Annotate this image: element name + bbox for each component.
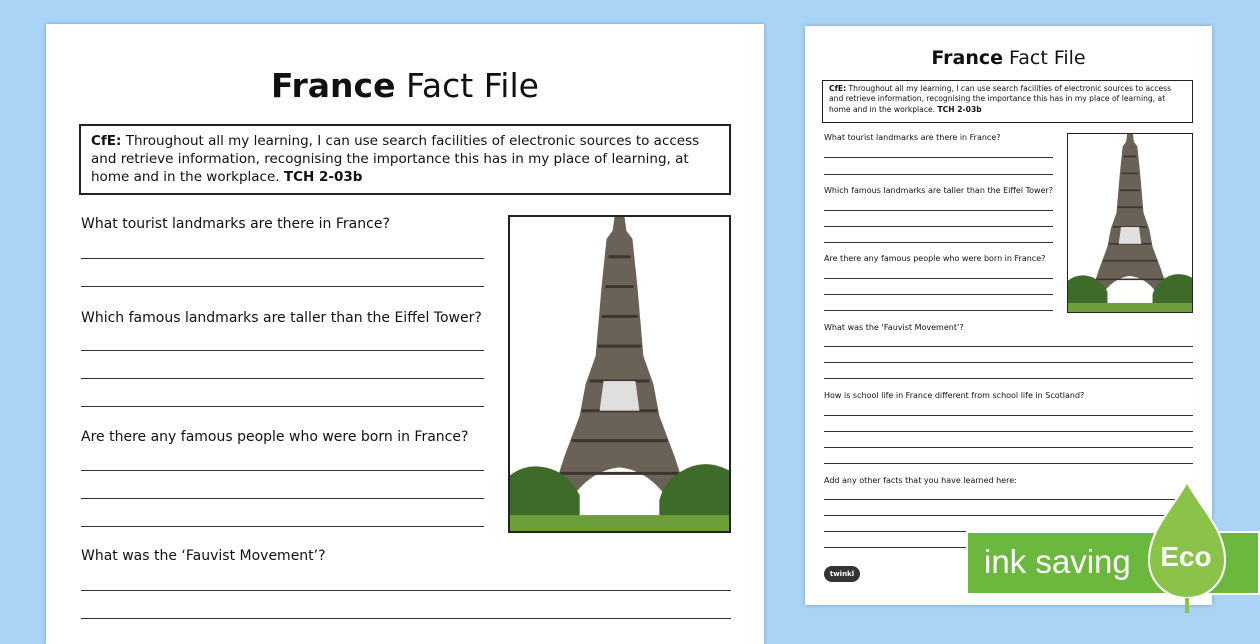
question-1-small: What tourist landmarks are there in France? [824,133,1001,142]
answer-line-small[interactable] [824,157,1053,158]
cfe-box-small [822,80,1193,123]
question-2-small: Which famous landmarks are taller than the Eiffel Tower? [824,186,1054,195]
answer-line-small[interactable] [824,294,1053,295]
answer-line[interactable] [81,378,484,379]
question-6-small: Add any other facts that you have learned here: [824,476,1017,485]
eiffel-tower-image-small [1067,133,1193,313]
cfe-label: CfE: [91,133,122,149]
title-bold: France [271,66,396,105]
eiffel-tower-icon-small [1068,134,1192,312]
title-rest-small: Fact File [1003,47,1086,69]
answer-line-small[interactable] [824,431,1193,432]
answer-line[interactable] [81,258,484,259]
answer-line[interactable] [81,618,731,619]
answer-line-small[interactable] [824,415,1193,416]
answer-line-small[interactable] [824,515,1193,516]
worksheet-page-large [46,24,764,644]
eiffel-tower-icon [510,217,729,531]
cfe-text: Throughout all my learning, I can use search facilities of electronic sources to access and retrieve information, recognising the importance this has in my place of learning, at home and in the workplace. [91,133,700,185]
answer-line-small[interactable] [824,463,1193,464]
title-bold-small: France [931,47,1004,69]
answer-line[interactable] [81,590,731,591]
answer-line[interactable] [81,286,484,287]
answer-line-small[interactable] [824,242,1053,243]
answer-line-small[interactable] [824,447,1193,448]
answer-line-small[interactable] [824,210,1053,211]
answer-line-small[interactable] [824,346,1193,347]
answer-line-small[interactable] [824,278,1053,279]
cfe-label-small: CfE: [829,84,847,93]
answer-line-small[interactable] [824,174,1053,175]
question-4-small: What was the ‘Fauvist Movement’? [824,323,964,332]
answer-line-small[interactable] [824,310,1053,311]
ink-saving-text: ink saving [984,543,1131,580]
question-2: Which famous landmarks are taller than the Eiffel Tower? [81,310,482,326]
answer-line[interactable] [81,498,484,499]
title-rest: Fact File [395,66,539,105]
page-title-small [805,47,1212,69]
question-4: What was the ‘Fauvist Movement’? [81,548,326,564]
eco-label: Eco [1160,541,1212,572]
cfe-box [79,124,731,195]
eiffel-tower-image [508,215,731,533]
question-3: Are there any famous people who were born in France? [81,429,469,445]
answer-line-small[interactable] [824,226,1053,227]
question-1: What tourist landmarks are there in France? [81,216,390,232]
cfe-code-small: TCH 2-03b [937,104,982,114]
cfe-text-small: Throughout all my learning, I can use search facilities of electronic sources to access and retrieve information, recognising the importance this has in my place of learning, at home and in the workplace. [829,84,1172,114]
answer-line[interactable] [81,526,484,527]
question-3-small: Are there any famous people who were born in France? [824,254,1046,263]
page-title [46,66,764,105]
answer-line-small[interactable] [824,499,1193,500]
cfe-code: TCH 2-03b [283,168,363,185]
answer-line[interactable] [81,470,484,471]
answer-line-small[interactable] [824,362,1193,363]
twinkl-logo: twinkl [824,566,860,582]
question-5-small: How is school life in France different from school life in Scotland? [824,391,1085,400]
answer-line-small[interactable] [824,378,1193,379]
answer-line[interactable] [81,406,484,407]
answer-line[interactable] [81,350,484,351]
